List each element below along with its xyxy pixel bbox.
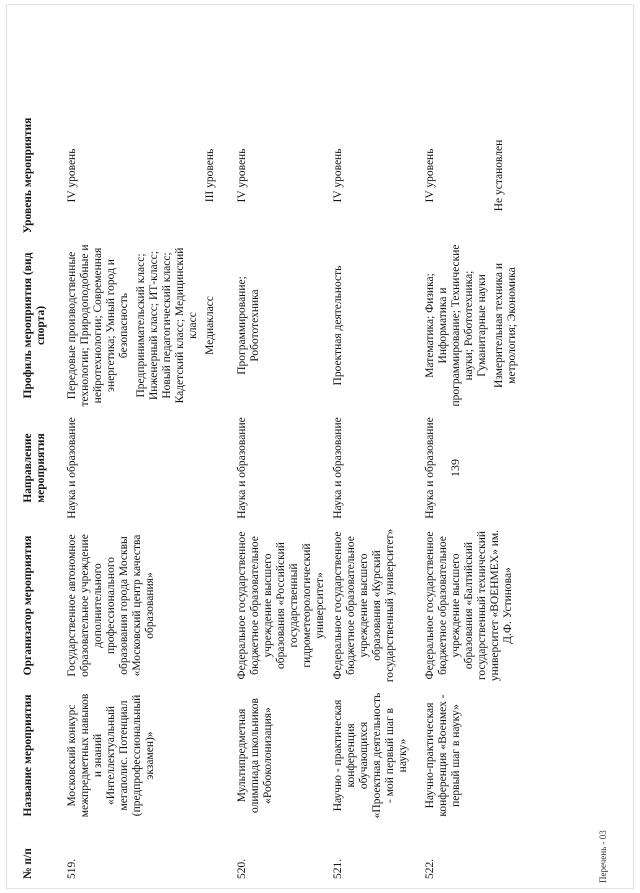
row-num: 521. (332, 858, 344, 879)
footer-note: Перечень - 03 (598, 830, 608, 883)
header-profile: Профиль мероприятия (вид спорта) (22, 252, 47, 399)
row-profile: Программирование; Робототехника (236, 276, 261, 375)
row-level: III уровень (204, 148, 216, 203)
row-profile: Математика; Физика; Информатика и программирование; Технические науки; Робототехника; Гуманитарные науки (424, 244, 488, 407)
events-table (20, 113, 525, 883)
row-event-name: Научно-практическая конференция «Военмех - первый шаг в науку» (424, 694, 462, 817)
row-profile: Медиакласс (204, 296, 216, 355)
row-event-name: Мультипредметная олимпиада школьников «Робоколонизация» (236, 698, 274, 813)
row-level: Не установлен (493, 139, 505, 212)
row-direction: Наука и образование (236, 417, 248, 519)
row-organizer: Федеральное государственное бюджетное образовательное учреждение высшего образования «Российский государственный гидрометеорологический университет» (236, 531, 326, 680)
row-level: IV уровень (236, 148, 248, 203)
row-organizer: Государственное автономное образовательное учреждение дополнительного профессионального образования города Москвы «Московский центр качества образования» (66, 534, 156, 677)
table-row (64, 113, 133, 883)
row-direction: Наука и образование (332, 417, 344, 519)
header-organizer: Организатор мероприятия (22, 535, 34, 676)
table-row (234, 113, 330, 883)
row-profile: Предпринимательский класс; Инженерный класс; ИТ-класс; Новый педагогический класс; Кадетский класс; Медицинский класс (135, 247, 199, 404)
table-row (422, 113, 491, 883)
header-name: Название мероприятия (22, 694, 34, 817)
header-level: Уровень мероприятия (22, 117, 34, 234)
header-direction: Направление мероприятия (22, 433, 47, 503)
row-level: IV уровень (66, 148, 78, 203)
row-profile: Передовые производственные технологии; Природоподобные и нейротехнологии; Современная энергетика; Умный город и безопасность (66, 244, 130, 407)
row-num: 519. (66, 858, 78, 879)
page-number: 139 (448, 459, 462, 477)
row-direction: Наука и образование (66, 417, 78, 519)
row-level: IV уровень (424, 148, 436, 203)
row-num: 522. (424, 858, 436, 879)
row-event-name: Научно - практическая конференция обучающихся «Проектная деятельность - мой первый шаг в науку» (332, 692, 409, 819)
table-header-row (20, 113, 64, 883)
table-row (330, 113, 422, 883)
rotated-page-content (20, 10, 620, 883)
row-event-name: Московский конкурс межпредметных навыков и знаний «Интеллектуальный мегаполис. Потенциал (предпрофессиональный экзамен)» (66, 693, 156, 818)
row-level (133, 113, 202, 238)
row-profile: Проектная деятельность (332, 265, 344, 386)
row-num: 520. (236, 858, 248, 879)
row-level: IV уровень (332, 148, 344, 203)
row-organizer: Федеральное государственное бюджетное образовательное учреждение высшего образования «Курский государственный университет» (332, 528, 396, 683)
row-profile: Измерительная техника и метрология; Экономика (493, 262, 518, 389)
row-organizer: Федеральное государственное бюджетное образовательное учреждение высшего образования «Балтийский государственный технический университет «ВОЕНМЕХ» им. Д.Ф. Устинова» (424, 529, 514, 682)
header-num: № п/п (22, 848, 34, 879)
row-direction: Наука и образование (424, 417, 436, 519)
